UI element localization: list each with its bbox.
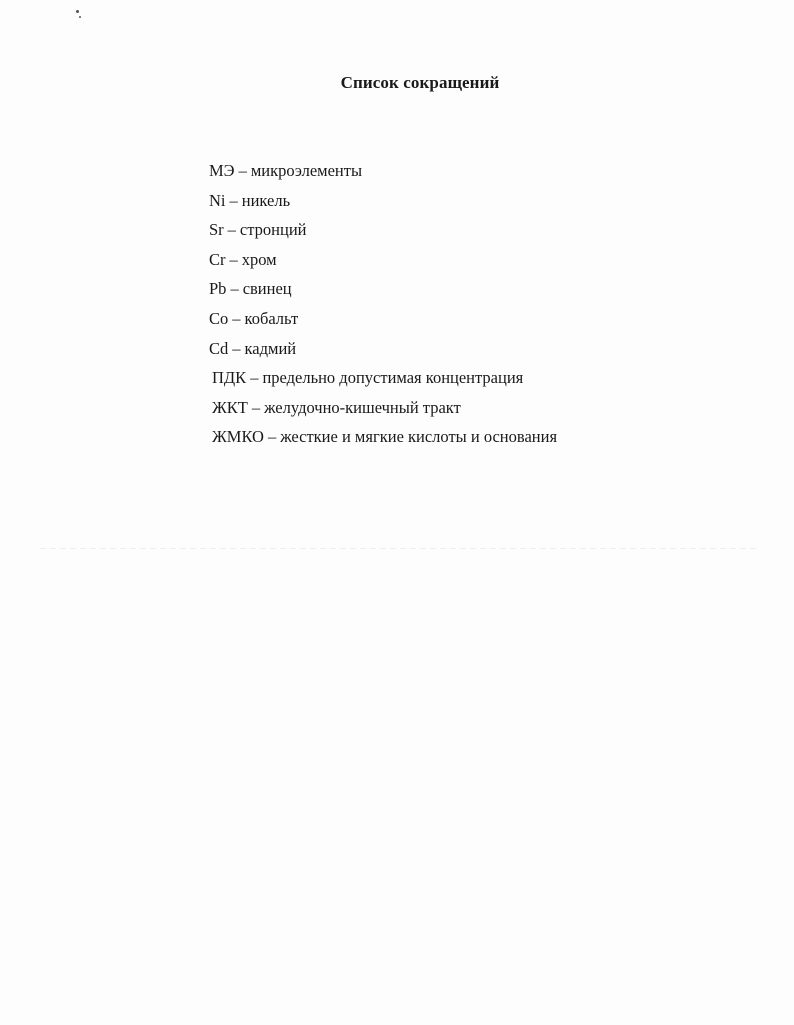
abbreviation-term: Ni: [209, 190, 226, 210]
dash-separator: –: [229, 249, 238, 269]
abbreviation-definition: жесткие и мягкие кислоты и основания: [280, 427, 558, 447]
abbreviation-term: Pb: [209, 279, 227, 299]
dash-separator: –: [230, 279, 239, 299]
scan-artifact: [79, 16, 81, 18]
abbreviation-term: Co: [209, 308, 229, 328]
abbreviation-term: Cr: [209, 249, 226, 269]
list-item: [209, 397, 557, 427]
list-item: [209, 426, 557, 456]
dash-separator: –: [251, 397, 261, 417]
list-item: [209, 367, 557, 397]
abbreviation-list: [209, 160, 557, 456]
list-item: [209, 308, 557, 338]
dash-separator: –: [232, 338, 241, 358]
list-item: [209, 278, 557, 308]
abbreviation-term: ЖМКО: [212, 427, 264, 447]
abbreviation-definition: стронций: [239, 220, 307, 240]
abbreviation-term: МЭ: [209, 161, 235, 180]
abbreviation-term: ЖКТ: [212, 397, 248, 417]
abbreviation-definition: микроэлементы: [250, 161, 363, 180]
dash-separator: –: [238, 161, 247, 180]
dash-separator: –: [229, 190, 238, 210]
abbreviation-definition: предельно допустимая концентрация: [262, 368, 524, 388]
abbreviation-term: Sr: [209, 220, 224, 240]
list-item: [209, 219, 557, 249]
dash-separator: –: [232, 308, 241, 328]
dash-separator: –: [227, 220, 236, 240]
abbreviation-term: Cd: [209, 338, 229, 358]
abbreviation-definition: никель: [241, 190, 291, 210]
abbreviation-term: ПДК: [212, 368, 247, 388]
abbreviation-definition: кобальт: [244, 308, 299, 328]
list-item: [209, 249, 557, 279]
list-item: [209, 160, 557, 190]
scan-artifact: [76, 10, 79, 13]
list-item: [209, 338, 557, 368]
abbreviation-definition: желудочно-кишечный тракт: [264, 397, 461, 417]
abbreviation-definition: хром: [241, 249, 277, 269]
abbreviation-definition: свинец: [242, 279, 292, 299]
list-item: [209, 190, 557, 220]
dash-separator: –: [267, 427, 277, 447]
scan-artifact-line: [40, 548, 760, 549]
page-title: Список сокращений: [340, 73, 500, 92]
abbreviation-definition: кадмий: [244, 338, 297, 358]
dash-separator: –: [250, 368, 259, 388]
